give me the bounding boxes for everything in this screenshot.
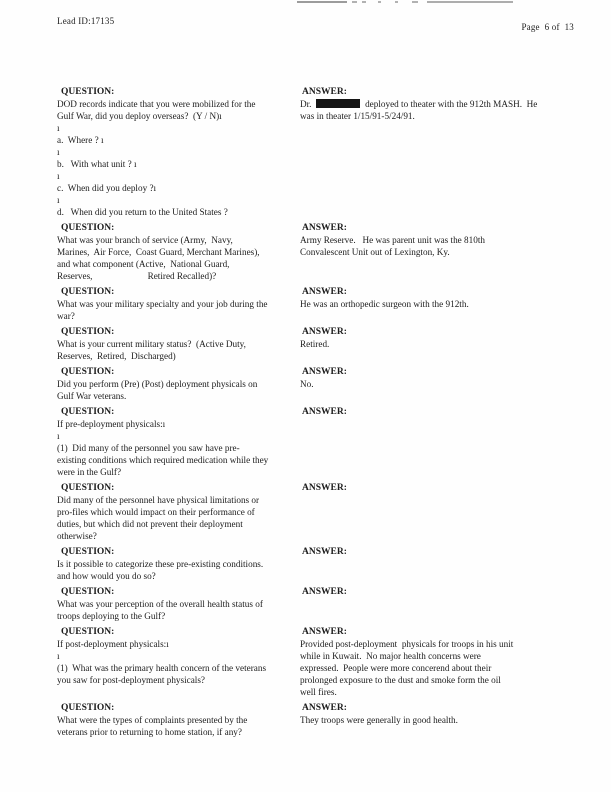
qa-section: [57, 482, 575, 542]
question-line: were in the Gulf?: [57, 467, 122, 477]
question-column: [57, 586, 300, 622]
answer-column: [300, 546, 575, 582]
question-label: QUESTION:: [61, 587, 115, 597]
question-column: [57, 222, 300, 282]
answer-line: They troops were generally in good health.: [300, 715, 458, 725]
answer-label: ANSWER:: [302, 587, 347, 597]
answer-line: No.: [300, 379, 314, 389]
question-line: pro-files which would impact on their performance of: [57, 507, 255, 517]
question-column: [57, 326, 300, 362]
question-line: ı: [57, 147, 60, 157]
scan-artifact-dot: [362, 1, 366, 3]
question-line: Gulf War veterans.: [57, 391, 127, 401]
question-label: QUESTION:: [61, 87, 115, 97]
answer-line: Dr. deployed to theater with the 912th MASH. He: [300, 99, 538, 109]
answer-label: ANSWER:: [302, 483, 347, 493]
qa-section: [57, 366, 575, 402]
answer-column: [300, 586, 575, 622]
question-line: c. When did you deploy ?ı: [57, 183, 157, 193]
question-line: existing conditions which required medication while they: [57, 455, 269, 465]
question-line: What was your perception of the overall health status of: [57, 599, 263, 609]
question-line: and what component (Active, National Guard,: [57, 259, 230, 269]
question-line: ı: [57, 651, 60, 661]
answer-label: ANSWER:: [302, 327, 347, 337]
answer-label: ANSWER:: [302, 367, 347, 377]
answer-column: [300, 366, 575, 402]
question-line: DOD records indicate that you were mobilized for the: [57, 99, 256, 109]
question-line: ı: [57, 123, 60, 133]
question-line: war?: [57, 311, 75, 321]
question-line: What were the types of complaints presented by the: [57, 715, 248, 725]
answer-line: was in theater 1/15/91-5/24/91.: [300, 111, 415, 121]
question-column: [57, 626, 300, 698]
question-label: QUESTION:: [61, 547, 115, 557]
question-line: you saw for post-deployment physicals?: [57, 675, 205, 685]
answer-line: Retired.: [300, 339, 330, 349]
answer-line: well fires.: [300, 687, 337, 697]
question-line: ı: [57, 195, 60, 205]
qa-sections: [57, 86, 575, 742]
answer-column: [300, 482, 575, 542]
question-line: b. With what unit ? ı: [57, 159, 137, 169]
answer-column: [300, 702, 575, 738]
question-line: Did many of the personnel have physical limitations or: [57, 495, 260, 505]
answer-line: He was an orthopedic surgeon with the 912th.: [300, 299, 469, 309]
answer-label: ANSWER:: [302, 87, 347, 97]
question-line: Marines, Air Force, Coast Guard, Merchant Marines),: [57, 247, 260, 257]
question-line: Reserves, Retired Recalled)?: [57, 271, 217, 281]
question-column: [57, 546, 300, 582]
answer-line: Convalescent Unit out of Lexington, Ky.: [300, 247, 450, 257]
qa-section: [57, 286, 575, 322]
answer-label: ANSWER:: [302, 627, 347, 637]
lead-id-label: Lead ID:17135: [57, 16, 115, 26]
qa-section: [57, 406, 575, 478]
qa-section: [57, 326, 575, 362]
answer-column: [300, 222, 575, 282]
answer-line: prolonged exposure to the dust and smoke form the oil: [300, 675, 501, 685]
question-line: Is it possible to categorize these pre-existing conditions.: [57, 559, 264, 569]
answer-column: [300, 86, 575, 218]
question-line: troops deploying to the Gulf?: [57, 611, 166, 621]
answer-label: ANSWER:: [302, 407, 347, 417]
qa-section: [57, 586, 575, 622]
question-line: veterans prior to returning to home station, if any?: [57, 727, 242, 737]
question-label: QUESTION:: [61, 627, 115, 637]
qa-section: [57, 546, 575, 582]
question-line: ı: [57, 431, 60, 441]
question-line: ı: [57, 171, 60, 181]
question-line: d. When did you return to the United States ?: [57, 207, 228, 217]
answer-label: ANSWER:: [302, 223, 347, 233]
scan-artifact-dot: [352, 1, 357, 3]
qa-section: [57, 222, 575, 282]
question-line: Did you perform (Pre) (Post) deployment physicals on: [57, 379, 258, 389]
scan-artifact-bar: [297, 1, 347, 3]
question-line: duties, but which did not prevent their deployment: [57, 519, 243, 529]
question-label: QUESTION:: [61, 287, 115, 297]
qa-section: [57, 702, 575, 738]
question-line: (1) Did many of the personnel you saw have pre-: [57, 443, 240, 453]
question-line: If pre-deployment physicals:ı: [57, 419, 166, 429]
answer-column: [300, 286, 575, 322]
question-line: What was your military specialty and your job during the: [57, 299, 268, 309]
question-column: [57, 86, 300, 218]
answer-label: ANSWER:: [302, 287, 347, 297]
page-number-label: Page 6 of 13: [521, 22, 574, 32]
question-line: otherwise?: [57, 531, 97, 541]
scan-artifact-bar: [427, 1, 513, 3]
question-line: Gulf War, did you deploy overseas? (Y / N)ı: [57, 111, 222, 121]
answer-column: [300, 406, 575, 478]
qa-section: [57, 626, 575, 698]
question-line: a. Where ? ı: [57, 135, 104, 145]
question-line: What is your current military status? (Active Duty,: [57, 339, 246, 349]
question-line: If post-deployment physicals:ı: [57, 639, 169, 649]
scan-artifact-dot: [378, 1, 381, 3]
question-column: [57, 366, 300, 402]
question-column: [57, 482, 300, 542]
question-label: QUESTION:: [61, 483, 115, 493]
answer-label: ANSWER:: [302, 703, 347, 713]
question-label: QUESTION:: [61, 367, 115, 377]
redaction-box: [316, 99, 360, 108]
qa-section: [57, 86, 575, 218]
answer-line: Army Reserve. He was parent unit was the 810th: [300, 235, 485, 245]
question-column: [57, 406, 300, 478]
question-label: QUESTION:: [61, 223, 115, 233]
answer-column: [300, 326, 575, 362]
answer-column: [300, 626, 575, 698]
question-label: QUESTION:: [61, 703, 115, 713]
question-line: Reserves, Retired, Discharged): [57, 351, 176, 361]
question-label: QUESTION:: [61, 327, 115, 337]
answer-label: ANSWER:: [302, 547, 347, 557]
answer-line: expressed. People were more concerend about their: [300, 663, 492, 673]
scan-artifact-dot: [395, 1, 398, 3]
question-line: and how would you do so?: [57, 571, 156, 581]
scan-artifact-dot: [412, 1, 418, 3]
question-column: [57, 702, 300, 738]
question-line: (1) What was the primary health concern of the veterans: [57, 663, 267, 673]
question-column: [57, 286, 300, 322]
answer-line: while in Kuwait. No major health concerns were: [300, 651, 481, 661]
answer-line: Provided post-deployment physicals for troops in his unit: [300, 639, 514, 649]
question-label: QUESTION:: [61, 407, 115, 417]
question-line: What was your branch of service (Army, Navy,: [57, 235, 233, 245]
